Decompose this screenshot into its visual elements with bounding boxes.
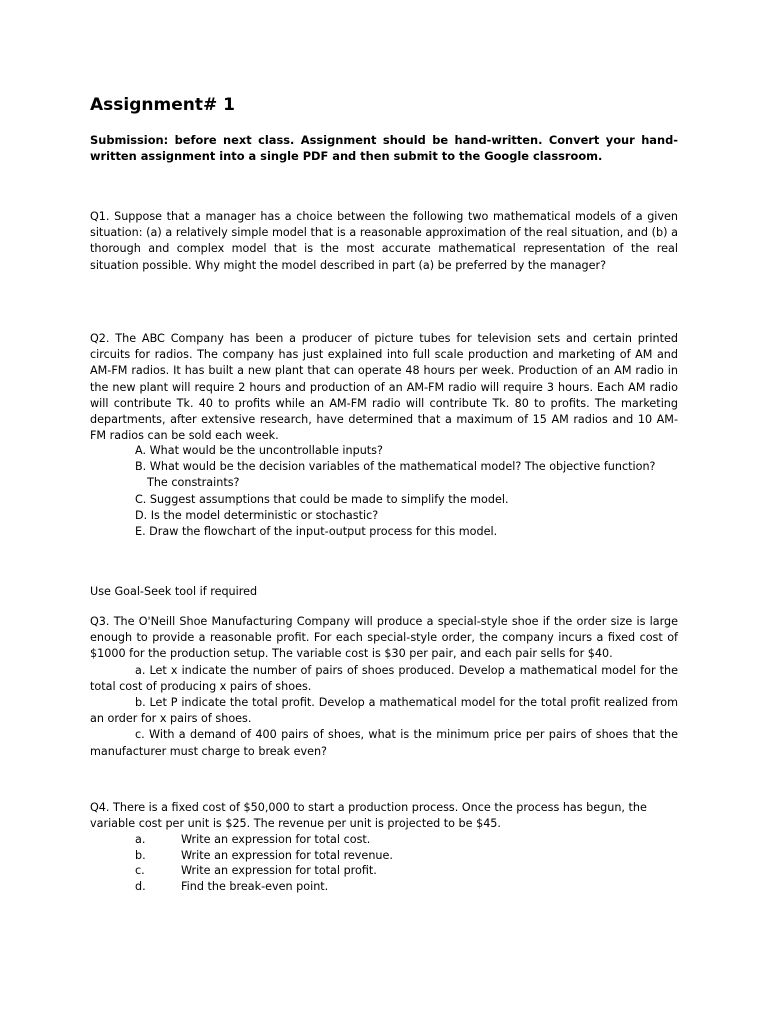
question-4-item-text: Write an expression for total cost. <box>181 833 371 846</box>
question-3-part-c: c. With a demand of 400 pairs of shoes, what is the minimum price per pairs of shoes that the manufacturer must charge to break even? <box>90 728 678 758</box>
question-4-item <box>135 832 393 848</box>
question-4-item <box>135 848 393 864</box>
question-4-item-label: d. <box>135 879 146 893</box>
question-4-item <box>135 863 393 879</box>
question-2: Q2. The ABC Company has been a producer of picture tubes for television sets and certain printed circuits for radios. The company has just explained into full scale production and marketing of AM and AM-FM radios. It has built a new plant that can operate 48 hours per week. Production of an AM radio in the new plant will require 2 hours and production of an AM-FM radio will require 3 hours. Each AM radio will contribute Tk. 40 to profits while an AM-FM radio will contribute Tk. 80 to profits. The marketing departments, after extensive research, have determined that a maximum of 15 AM radios and 10 AM-FM radios can be sold each week. <box>90 332 678 443</box>
question-4-item-text: Write an expression for total profit. <box>181 864 377 877</box>
question-2-item-c: C. Suggest assumptions that could be made to simplify the model. <box>135 492 509 506</box>
question-4-items <box>135 832 393 894</box>
question-4-intro: Q4. There is a fixed cost of $50,000 to start a production process. Once the process has begun, the variable cost per unit is $25. The revenue per unit is projected to be $45. <box>90 801 647 831</box>
goal-seek-note: Use Goal-Seek tool if required <box>90 585 258 598</box>
question-4-item <box>135 879 393 895</box>
question-3-part-b: b. Let P indicate the total profit. Develop a mathematical model for the total profit realized from an order for x pairs of shoes. <box>90 696 678 726</box>
question-2-item-b-continued: The constraints? <box>147 476 240 490</box>
question-2-subquestions <box>135 443 695 540</box>
question-1: Q1. Suppose that a manager has a choice between the following two mathematical models of a given situation: (a) a relatively simple model that is a reasonable approximation of the real situation, and (b) a thorough and complex model that is the most accurate mathematical representation of the real situation possible. Why might the model described in part (a) be preferred by the manager? <box>90 210 678 272</box>
question-2-item-a: A. What would be the uncontrollable inputs? <box>135 444 383 457</box>
question-4-item-label: a. <box>135 833 146 846</box>
question-4-item-text: Find the break-even point. <box>181 879 329 893</box>
assignment-title: Assignment# 1 <box>90 95 235 115</box>
question-3-intro: Q3. The O'Neill Shoe Manufacturing Company will produce a special-style shoe if the order size is large enough to provide a reasonable profit. For each special-style order, the company incurs a fixed cost of $1000 for the production setup. The variable cost is $30 per pair, and each pair sells for $40. <box>90 615 678 661</box>
question-3 <box>90 614 678 760</box>
submission-instructions: Submission: before next class. Assignment should be hand-written. Convert your hand-written assignment into a single PDF and then submit to the Google classroom. <box>90 133 678 164</box>
question-2-item-e: E. Draw the flowchart of the input-output process for this model. <box>135 525 498 539</box>
question-3-part-a: a. Let x indicate the number of pairs of shoes produced. Develop a mathematical model for the total cost of producing x pairs of shoes. <box>90 663 678 693</box>
question-4-item-label: c. <box>135 864 145 877</box>
question-4-item-label: b. <box>135 848 146 862</box>
question-2-item-d: D. Is the model deterministic or stochastic? <box>135 508 379 522</box>
question-4-item-text: Write an expression for total revenue. <box>181 848 393 862</box>
question-2-item-b: B. What would be the decision variables of the mathematical model? The objective function? <box>135 460 656 474</box>
